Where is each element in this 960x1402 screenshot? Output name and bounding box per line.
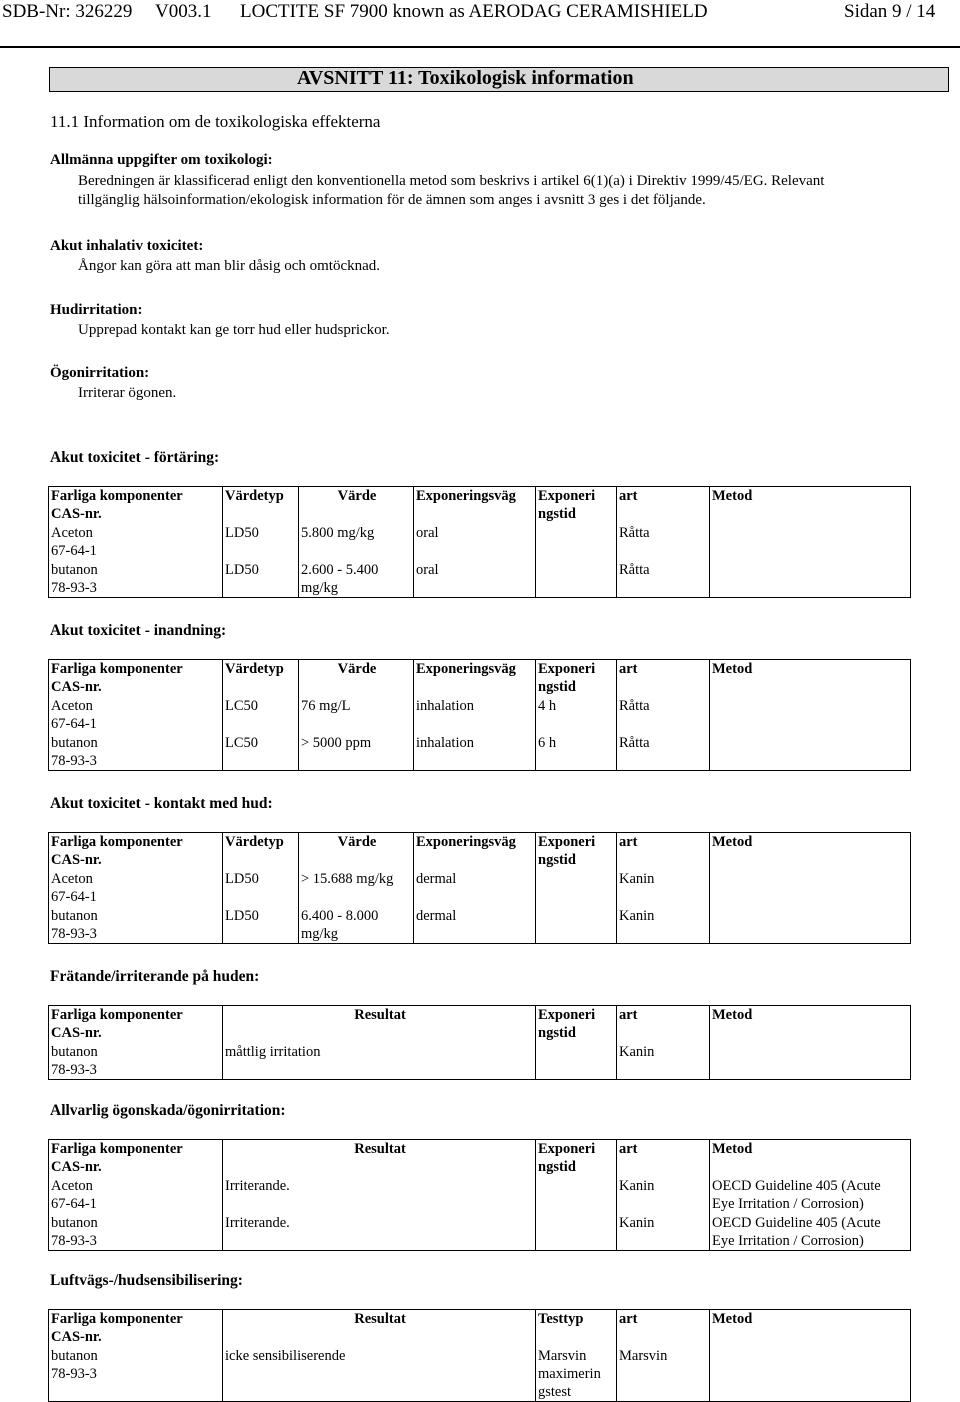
eye-irritation-text: Irriterar ögonen.: [78, 385, 177, 401]
table-row: butanon 78-93-3 Irriterande. Kanin OECD Guideline 405 (Acute Eye Irritation / Corrosion): [49, 1213, 911, 1251]
table-row: Aceton 67-64-1 LD50 > 15.688 mg/kg dermal Kanin: [49, 869, 911, 906]
col-header-species: art: [617, 487, 710, 524]
oral-toxicity-table: Farliga komponenter CAS-nr. Värdetyp Värde Exponeringsväg Exponeri ngstid art Metod Aceton 67-64-1 LD50 5.800 mg/kg oral Råtta butanon 78-93-3 LD50 2.600 - 5.400 mg/kg oral Råtta: [48, 486, 911, 598]
inhalation-toxicity-table: Farliga komponenter CAS-nr. Värdetyp Värde Exponeringsväg Exponeri ngstid art Metod Aceton 67-64-1 LC50 76 mg/L inhalation 4 h Råtta butanon 78-93-3 LC50 > 5000 ppm inhalation 6 h Råtta: [48, 659, 911, 771]
section-banner: [49, 67, 949, 92]
table-row: Aceton 67-64-1 LC50 76 mg/L inhalation 4 h Råtta: [49, 696, 911, 733]
col-header-component: Farliga komponenter: [51, 488, 183, 504]
product-name: LOCTITE SF 7900 known as AERODAG CERAMISHIELD: [240, 1, 708, 22]
section-title: AVSNITT 11: Toxikologisk information: [297, 67, 634, 89]
col-header-test-type: Testtyp: [536, 1310, 617, 1347]
eye-damage-title: Allvarlig ögonskada/ögonirritation:: [50, 1102, 286, 1119]
general-text-line1: Beredningen är klassificerad enligt den konventionella metod som beskrivs i artikel 6(1)(a) i Direktiv 1999/45/EG. Relevant: [78, 173, 825, 189]
col-header-value: Värde: [299, 487, 414, 524]
skin-corrosion-title: Frätande/irriterande på huden:: [50, 968, 260, 985]
eye-damage-table: Farliga komponenter CAS-nr. Resultat Exponeri ngstid art Metod Aceton 67-64-1 Irriterande. Kanin OECD Guideline 405 (Acute Eye Irritation / Corrosion) butanon 78-93-3 Irriterande. Kanin OECD Guideline 405 (Acute Eye Irritation / Corrosion): [48, 1139, 911, 1251]
page-number: Sidan 9 / 14: [844, 1, 936, 22]
version: V003.1: [155, 1, 212, 22]
sds-number: SDB-Nr: 326229: [2, 1, 133, 22]
eye-irritation-label: Ögonirritation:: [50, 365, 150, 381]
inhalation-toxicity-title: Akut toxicitet - inandning:: [50, 622, 227, 639]
dermal-toxicity-title: Akut toxicitet - kontakt med hud:: [50, 795, 273, 812]
col-header-cas: CAS-nr.: [51, 506, 102, 522]
inhalation-acute-label: Akut inhalativ toxicitet:: [50, 238, 204, 254]
col-header-result: Resultat: [223, 1006, 536, 1043]
sensitisation-title: Luftvägs-/hudsensibilisering:: [50, 1272, 243, 1289]
dermal-toxicity-table: Farliga komponenter CAS-nr. Värdetyp Värde Exponeringsväg Exponeri ngstid art Metod Aceton 67-64-1 LD50 > 15.688 mg/kg dermal Kanin butanon 78-93-3 LD50 6.400 - 8.000 mg/kg dermal Kanin: [48, 832, 911, 944]
table-row: butanon 78-93-3 icke sensibiliserende Marsvin maximerin gstest Marsvin: [49, 1346, 911, 1402]
table-row: butanon 78-93-3 LD50 6.400 - 8.000 mg/kg dermal Kanin: [49, 906, 911, 944]
col-header-route: Exponeringsväg: [414, 487, 536, 524]
skin-irritation-label: Hudirritation:: [50, 302, 143, 318]
header-rule: [0, 46, 960, 48]
table-row: butanon 78-93-3 LD50 2.600 - 5.400 mg/kg oral Råtta: [49, 560, 911, 598]
general-text-line2: tillgänglig hälsoinformation/ekologisk information för de ämnen som anges i avsnitt 3 ges i det följande.: [78, 192, 706, 208]
col-header-exposure-time: Exponeri: [538, 488, 596, 504]
table-row: Aceton 67-64-1 Irriterande. Kanin OECD Guideline 405 (Acute Eye Irritation / Corrosion): [49, 1176, 911, 1213]
col-header-value-type: Värdetyp: [223, 487, 299, 524]
oral-toxicity-title: Akut toxicitet - förtäring:: [50, 449, 220, 466]
col-header-method: Metod: [710, 487, 911, 524]
skin-corrosion-table: Farliga komponenter CAS-nr. Resultat Exponeri ngstid art Metod butanon 78-93-3 måttlig irritation Kanin: [48, 1005, 911, 1080]
table-row: butanon 78-93-3 måttlig irritation Kanin: [49, 1042, 911, 1080]
table-row: Aceton 67-64-1 LD50 5.800 mg/kg oral Råtta: [49, 523, 911, 560]
inhalation-acute-text: Ångor kan göra att man blir dåsig och omtöcknad.: [78, 258, 381, 274]
table-row: butanon 78-93-3 LC50 > 5000 ppm inhalation 6 h Råtta: [49, 733, 911, 771]
skin-irritation-text: Upprepad kontakt kan ge torr hud eller hudsprickor.: [78, 322, 390, 338]
sensitisation-table: Farliga komponenter CAS-nr. Resultat Testtyp art Metod butanon 78-93-3 icke sensibiliserende Marsvin maximerin gstest Marsvin: [48, 1309, 911, 1402]
general-label: Allmänna uppgifter om toxikologi:: [50, 152, 273, 168]
subsection-title: 11.1 Information om de toxikologiska effekterna: [50, 112, 381, 131]
